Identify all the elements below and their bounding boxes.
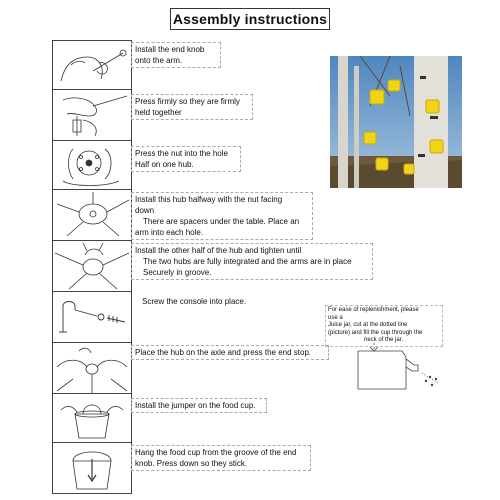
birch-tree-feeder-photo [330, 56, 462, 188]
step-4-illustration [52, 189, 132, 241]
step-1-illustration [52, 40, 132, 90]
hands-press-illustration [53, 90, 131, 140]
page-title: Assembly instructions [170, 8, 330, 30]
nut-hub-illustration [53, 141, 131, 189]
step-2-caption: Press firmly so they are firmly held together [131, 94, 253, 120]
step-6-illustration [52, 291, 132, 343]
step-8-illustration [52, 393, 132, 443]
juice-jar-diagram [354, 343, 446, 395]
step-8-caption: Install the jumper on the food cup. [131, 398, 267, 413]
step-4-caption: Install this hub halfway with the nut facing down There are spacers under the table. Place an arm into each hole. [131, 192, 313, 240]
juice-jar-icon [354, 343, 446, 395]
replenishment-note: For ease of replenishment, please use a Juice jar, cut at the dotted line (picture) and fill the cup through the neck of the jar. [325, 305, 443, 347]
step-3-caption: Press the nut into the hole Half on one hub. [131, 146, 241, 172]
feeder-photo [330, 56, 462, 188]
axle-hub-illustration [53, 343, 131, 393]
step-9-illustration [52, 442, 132, 494]
step-6-caption: Screw the console into place. [142, 297, 247, 306]
step-7-caption: Place the hub on the axle and press the end stop. [131, 345, 329, 360]
hand-knob-illustration [53, 41, 131, 89]
step-2-illustration [52, 89, 132, 141]
hub-tighten-illustration [53, 241, 131, 291]
step-5-caption: Install the other half of the hub and tighten until The two hubs are fully integrated and the arms are in place Securely in groove. [131, 243, 373, 280]
step-3-illustration [52, 140, 132, 190]
step-1-caption: Install the end knob onto the arm. [131, 42, 221, 68]
hang-cup-illustration [53, 443, 131, 493]
hub-spacers-illustration [53, 190, 131, 240]
step-7-illustration [52, 342, 132, 394]
console-screw-illustration [53, 292, 131, 342]
step-5-illustration [52, 240, 132, 292]
jumper-cup-illustration [53, 394, 131, 442]
step-9-caption: Hang the food cup from the groove of the end knob. Press down so they stick. [131, 445, 311, 471]
